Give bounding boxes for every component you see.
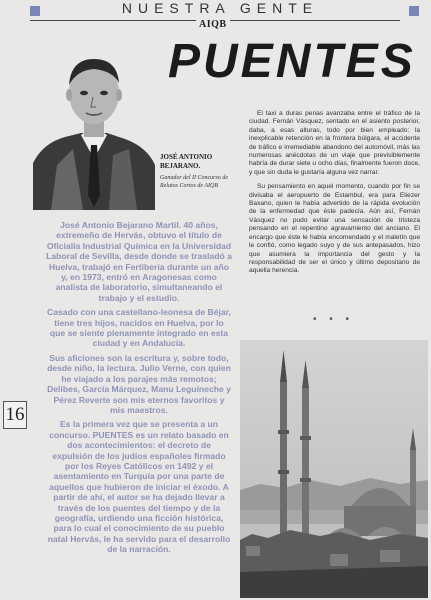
bio-paragraph: Es la primera vez que se presenta a un concurso. PUENTES es un relato basado en dos acontecimientos: el decreto de expulsión de los judíos españoles firmado por los Reyes Católicos en 1492 y el asentamiento en Turquía por una parte de aquellos que hubieron de iniciar el éxodo. A partir de ahí, el autor se ha dejado llevar a través de los puentes del tiempo y de la geografía, urdiendo una ficción histórica, para lo cual el conocimiento de su pueblo natal Hervás, le ha servido para el desarrollo de la narración. [47, 419, 231, 555]
corner-square-right [409, 6, 419, 16]
section-separator: • • • [313, 314, 355, 325]
author-caption: Ganador del II Concurso de Relatos Cortos de AIQB [160, 175, 228, 189]
article-body [249, 110, 420, 282]
istanbul-mosque-photo [240, 340, 428, 598]
bio-paragraph: Casado con una castellano-leonesa de Béjar, tiene tres hijos, nacidos en Huelva, por lo que se siente plenamente integrado en esta ciudad y en Andalucía. [47, 307, 231, 349]
page-number: 16 [5, 404, 25, 425]
bio-paragraph: Sus aficiones son la escritura y, sobre todo, desde niño, la lectura. Julio Verne, con quien he viajado a los parajes más remotos; Delibes, García Márquez, Manu Leguineche y Pérez Reverte son mis eternos favoritos y mis maestros. [47, 352, 231, 415]
body-paragraph: Su pensamiento en aquel momento, cuando por fin se divisaba el aeropuerto de Estambul, era para Eliezer Baxano, quien le había advertido de la rápida evolución de la enfermedad que éste padecía. Aún así, Fernán Vásquez no pudo evitar una sensación de tristeza pensando en el repentino agravamiento del anciano. El encargo que éste le había encomendado y el maletín que le confió, como legado suyo y de sus antepasados, hizo que asumiera la importancia del gesto y la responsabilidad de ser el único y último depositario de aquella herencia. [249, 183, 420, 275]
bio-paragraph: José Antonio Bejarano Martil. 40 años, extremeño de Hervás, obtuvo el título de Oficialía Industrial Química en la Universidad Laboral de Sevilla, desde donde se trasladó a Huelva, trabajó en Fertiberia durante un año y, en 1973, entró en Aragonesas como analista de laboratorio, simultaneando el trabajo y el estudio. [46, 220, 232, 303]
author-portrait [33, 45, 155, 210]
author-name: JOSÉ ANTONIO BEJARANO. [160, 153, 213, 170]
corner-square-left [30, 6, 40, 16]
article-headline: PUENTES [168, 35, 416, 88]
aiqb-logo: AIQB [196, 19, 230, 30]
body-paragraph: El taxi a duras penas avanzaba entre el tráfico de la ciudad. Fernán Vásquez, sentado en el asiento posterior, daba, a esas alturas, todo por bien empleado: la inexplicable retención en la frontera búlgara, el accidente de tráfico e irremediable abandono del automóvil, más las numerosas anécdotas de un viaje que previsiblemente habría de durar siete u ocho días, finalmente fueron doce, y que sin duda le gustaría alguna vez narrar. [249, 110, 420, 176]
page-number-box [3, 401, 27, 429]
section-title: NUESTRA GENTE [121, 0, 319, 16]
author-bio [46, 220, 232, 559]
